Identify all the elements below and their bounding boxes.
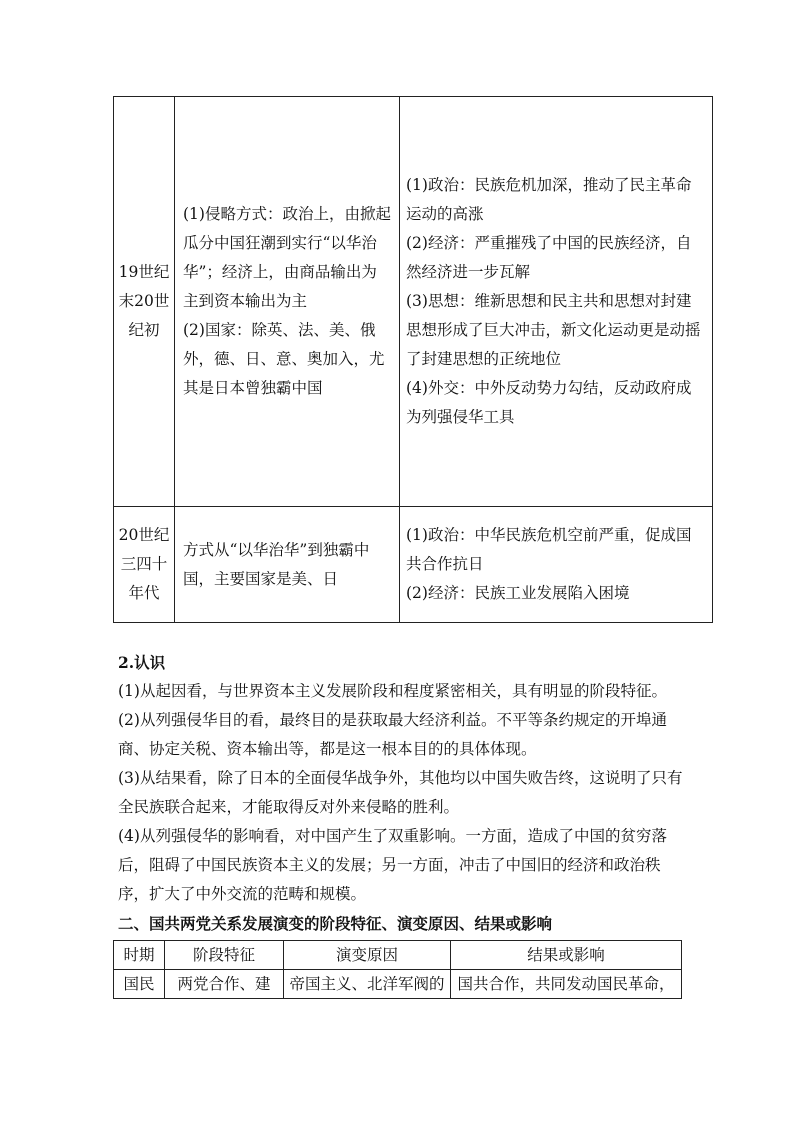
- aggression-line: (1)侵略方式：政治上，由掀起瓜分中国狂潮到实行“以华治华”；经济上，由商品输出为主到资本输出为主: [183, 205, 391, 310]
- aggression-line: 方式从“以华治华”到独霸中国，主要国家是美、日: [183, 540, 370, 588]
- aggression-cell: [175, 507, 400, 623]
- table-row: [114, 970, 682, 999]
- impact-cell: [400, 97, 713, 507]
- table-row: [114, 507, 713, 623]
- table-cell: 帝国主义、北洋军阀的: [284, 970, 451, 999]
- column-header: 演变原因: [284, 941, 451, 970]
- aggression-line: (2)国家：除英、法、美、俄外，德、日、意、奥加入，尤其是日本曾独霸中国: [183, 321, 385, 397]
- impact-line: (2)经济：民族工业发展陷入困境: [406, 584, 630, 602]
- impact-line: (1)政治：民族危机加深，推动了民主革命运动的高涨: [406, 176, 692, 223]
- period-cell: 20世纪三四十年代: [114, 507, 175, 623]
- section-body: [118, 677, 683, 909]
- impact-cell: [400, 507, 713, 623]
- table-cell: 两党合作、建: [165, 970, 284, 999]
- column-header: 结果或影响: [451, 941, 682, 970]
- aggression-cell: [175, 97, 400, 507]
- paragraph: (3)从结果看，除了日本的全面侵华战争外，其他均以中国失败告终，这说明了只有全民族联合起来，才能取得反对外来侵略的胜利。: [118, 769, 683, 816]
- table-row: [114, 97, 713, 507]
- table-header-row: [114, 941, 682, 970]
- paragraph: (1)从起因看，与世界资本主义发展阶段和程度紧密相关，具有明显的阶段特征。: [118, 682, 667, 700]
- paragraph: (4)从列强侵华的影响看，对中国产生了双重影响。一方面，造成了中国的贫穷落后，阻碍了中国民族资本主义的发展；另一方面，冲击了中国旧的经济和政治秩序，扩大了中外交流的范畴和规模。: [118, 827, 667, 903]
- impact-line: (3)思想：维新思想和民主共和思想对封建思想形成了巨大冲击，新文化运动更是动摇了封建思想的正统地位: [406, 292, 701, 368]
- table-cell: 国共合作，共同发动国民革命，: [451, 970, 682, 999]
- impact-line: (2)经济：严重摧残了中国的民族经济，自然经济进一步瓦解: [406, 234, 692, 281]
- kmt-cpc-relations-table: [113, 940, 682, 999]
- impact-line: (4)外交：中外反动势力勾结，反动政府成为列强侵华工具: [406, 379, 692, 426]
- paragraph: (2)从列强侵华目的看，最终目的是获取最大经济利益。不平等条约规定的开埠通商、协定关税、资本输出等，都是这一根本目的的具体体现。: [118, 711, 667, 758]
- column-header: 阶段特征: [165, 941, 284, 970]
- table-cell: 国民: [114, 970, 165, 999]
- column-header: 时期: [114, 941, 165, 970]
- section-heading: 二、国共两党关系发展演变的阶段特征、演变原因、结果或影响: [118, 914, 553, 933]
- section-heading: 2.认识: [118, 653, 166, 672]
- period-cell: 19世纪末20世纪初: [114, 97, 175, 507]
- aggression-impact-table: [113, 96, 713, 623]
- impact-line: (1)政治：中华民族危机空前严重，促成国共合作抗日: [406, 526, 692, 573]
